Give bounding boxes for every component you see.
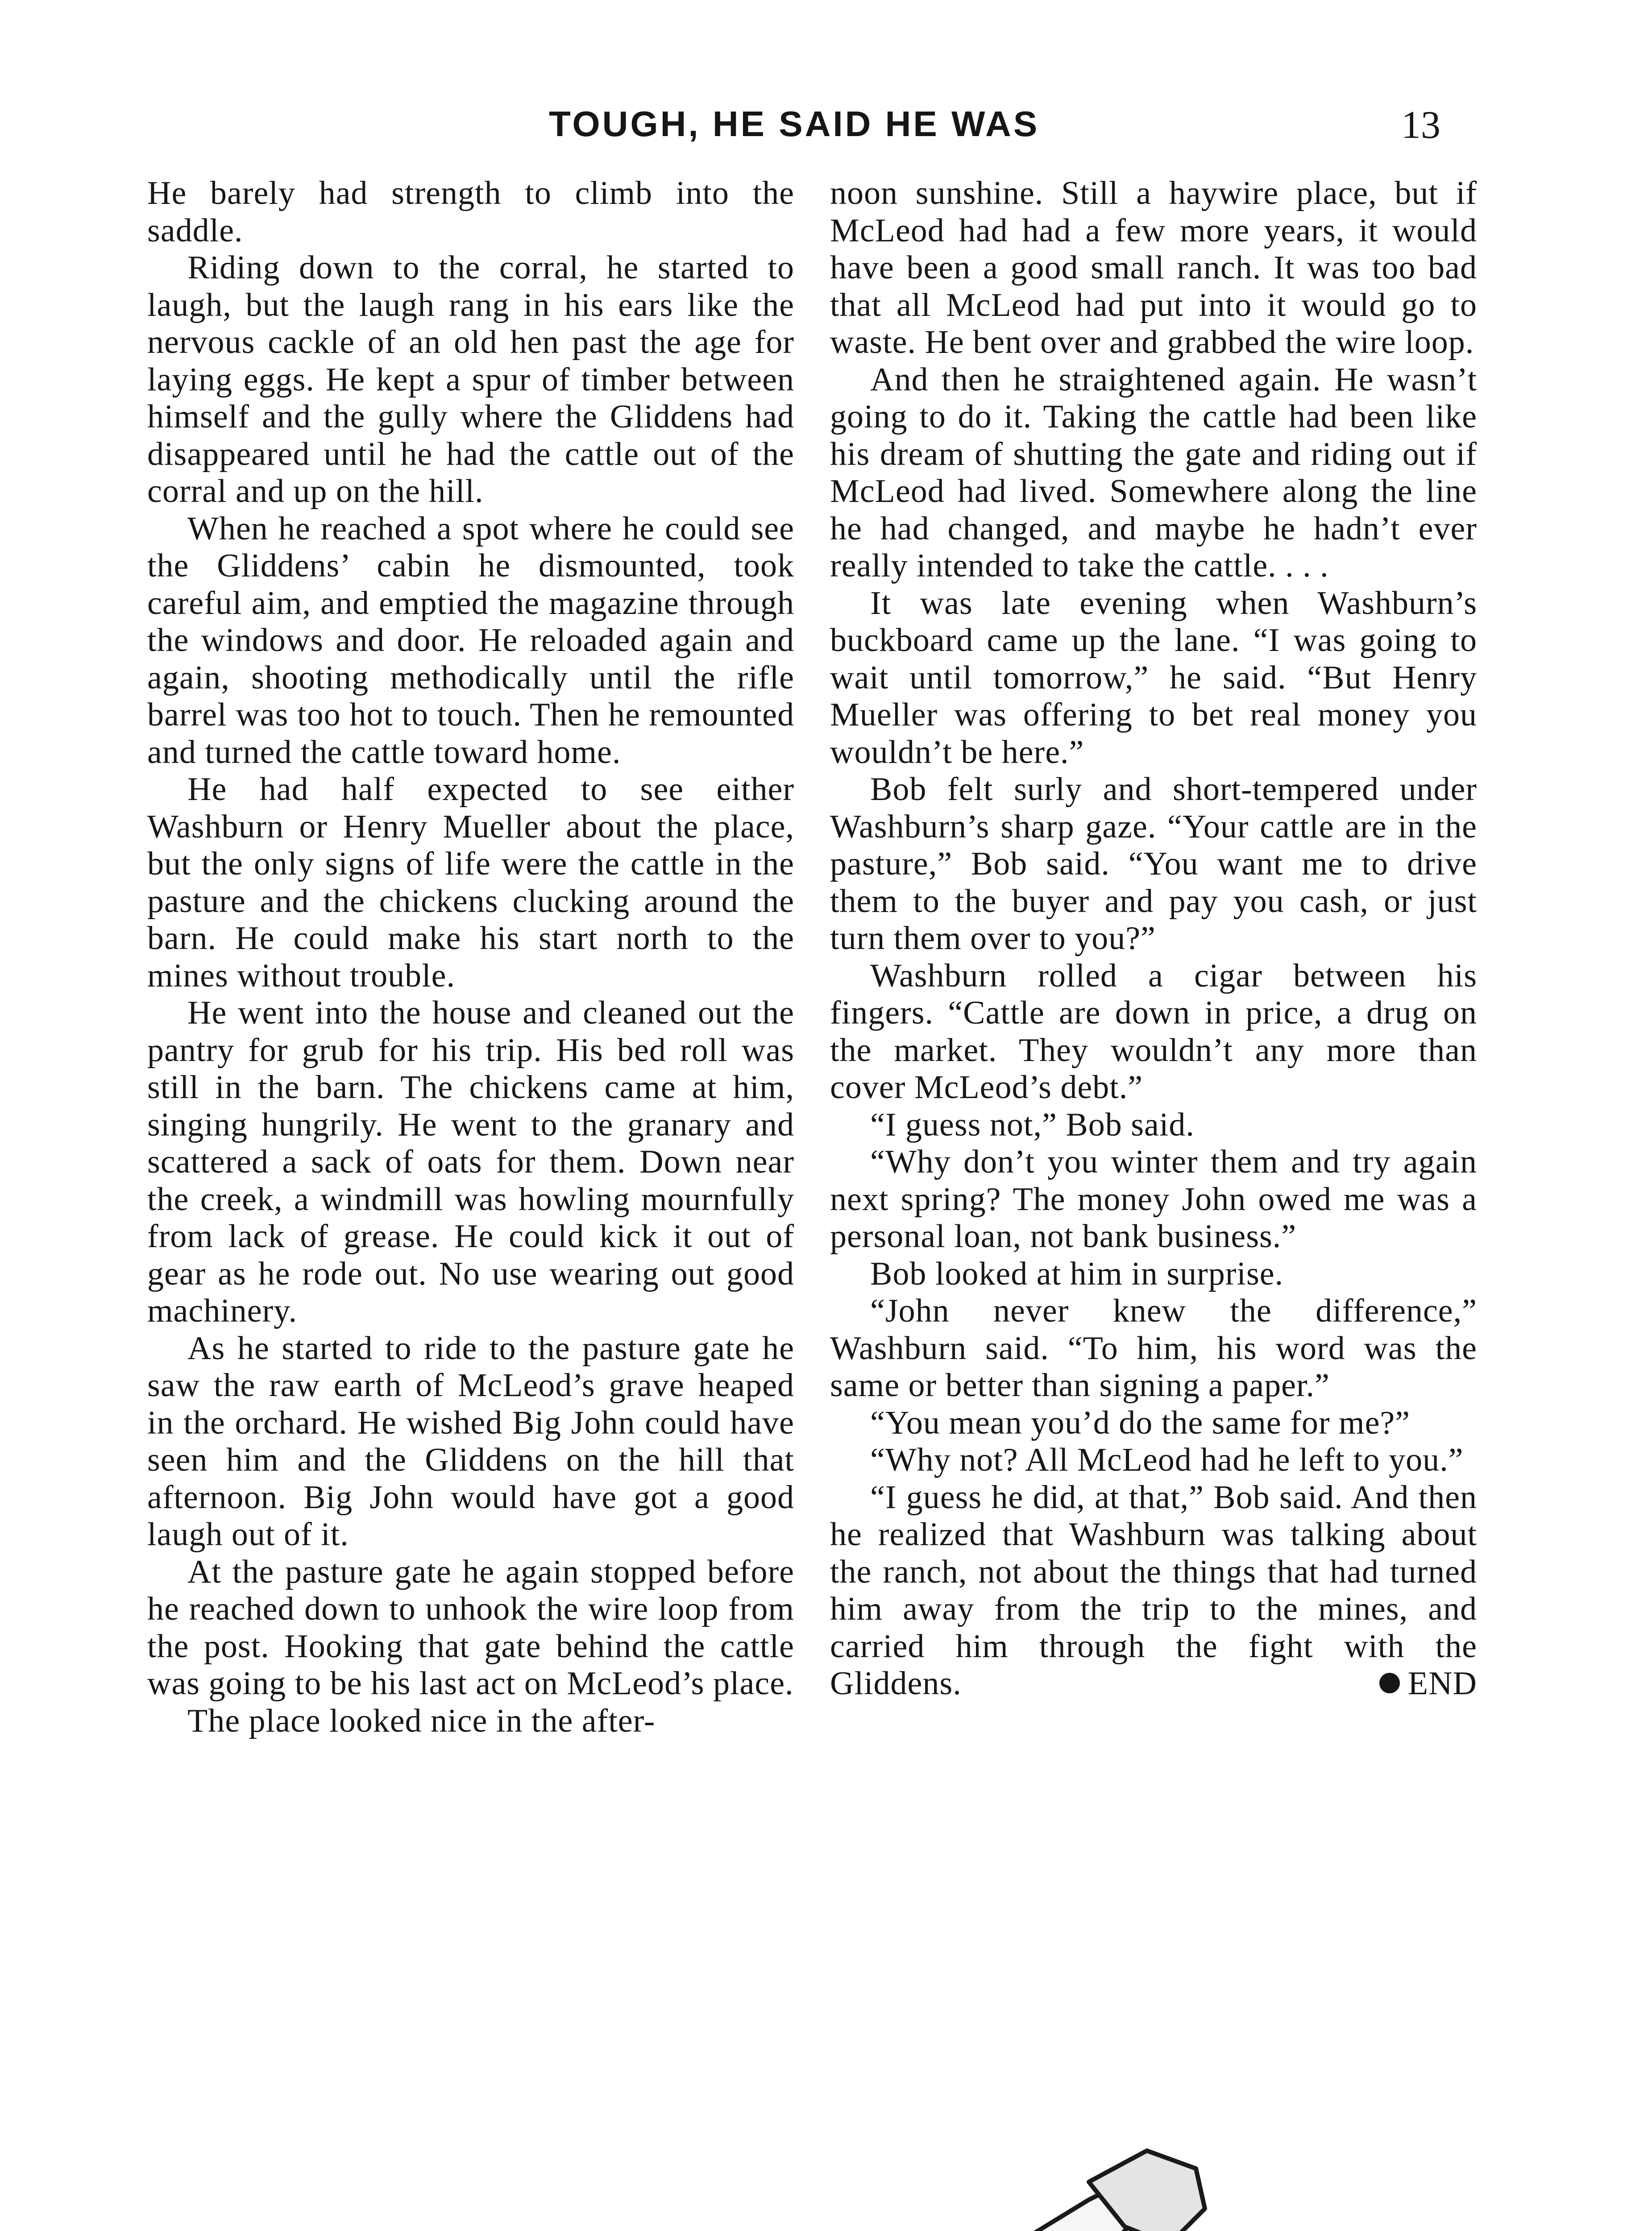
paragraph: When he reached a spot where he could see the Gliddens’ cabin he dismounted, took careful aim, and emptied the magazine through the windows and door. He reloaded again and again, shooting methodically until the rifle barrel was too hot to touch. Then he remounted and turned the cattle toward home. bbox=[147, 510, 794, 771]
paragraph: “You mean you’d do the same for me?” bbox=[870, 1404, 1411, 1441]
paragraph: It was late evening when Washburn’s buckboard came up the lane. “I was going to wait until tomorrow,” he said. “But Henry Mueller was offering to bet real money you wouldn’t be here.” bbox=[830, 585, 1477, 771]
paragraph-final bbox=[830, 1479, 1477, 1703]
paragraph: He went into the house and cleaned out the pantry for grub for his trip. His bed roll was still in the barn. The chickens came at him, singing hungrily. He went to the granary and scattered a sack of oats for them. Down near the creek, a windmill was howling mournfully from lack of grease. He could kick it out of gear as he rode out. No use wearing out good machinery. bbox=[147, 995, 794, 1329]
page-header bbox=[0, 0, 1652, 178]
paragraph: “John never knew the difference,” Washburn said. “To him, his word was the same or better than signing a paper.” bbox=[830, 1293, 1477, 1404]
paragraph: He had half expected to see either Washburn or Henry Mueller about the place, but the only signs of life were the cattle in the pasture and the chickens clucking around the barn. He could make his start north to the mines without trouble. bbox=[147, 771, 794, 994]
running-title: TOUGH, HE SAID HE WAS bbox=[549, 104, 1040, 144]
paragraph: “Why not? All McLeod had he left to you.” bbox=[870, 1442, 1464, 1478]
paragraph: “Why don’t you winter them and try again next spring? The money John owed me was a personal loan, not bank business.” bbox=[830, 1144, 1477, 1255]
end-bullet-icon bbox=[1379, 1673, 1400, 1693]
paragraph: At the pasture gate he again stopped before he reached down to unhook the wire loop from the post. Hooking that gate behind the cattle was going to be his last act on McLeod’s place. bbox=[147, 1553, 794, 1702]
paragraph: He barely had strength to climb into the saddle. bbox=[147, 175, 794, 249]
paragraph: As he started to ride to the pasture gate he saw the raw earth of McLeod’s grave heaped in the orchard. He wished Big John could have seen him and the Gliddens on the hill that afternoon. Big John would have got a good laugh out of it. bbox=[147, 1330, 794, 1553]
paragraph: Bob looked at him in surprise. bbox=[870, 1255, 1284, 1292]
end-mark bbox=[1339, 1665, 1477, 1703]
end-label: END bbox=[1407, 1665, 1477, 1702]
paragraph: And then he straightened again. He wasn’t going to do it. Taking the cattle had been like his dream of shutting the gate and riding out if McLeod had lived. Somewhere along the line he had changed, and maybe he hadn’t ever really intended to take the cattle. . . . bbox=[830, 361, 1477, 584]
paragraph: noon sunshine. Still a haywire place, but if McLeod had had a few more years, it would have been a good small ranch. It was too bad that all McLeod had put into it would go to waste. He bent over and grabbed the wire loop. bbox=[830, 175, 1477, 361]
right-column bbox=[830, 175, 1477, 2120]
paragraph: The place looked nice in the after- bbox=[187, 1702, 656, 1739]
rifle-and-saddle-scabbard-icon bbox=[250, 2115, 1366, 2231]
paragraph: Washburn rolled a cigar between his fingers. “Cattle are down in price, a drug on the market. They wouldn’t any more than cover McLeod’s debt.” bbox=[830, 957, 1477, 1106]
paragraph: Riding down to the corral, he started to laugh, but the laugh rang in his ears like the nervous cackle of an old hen past the age for laying eggs. He kept a spur of timber between himself and the gully where the Gliddens had disappeared until he had the cattle out of the corral and up on the hill. bbox=[147, 249, 794, 510]
paragraph: “I guess not,” Bob said. bbox=[870, 1106, 1195, 1143]
paragraph-final-text: “I guess he did, at that,” Bob said. And then he realized that Washburn was talking about the ranch, not about the things that had turned him away from the trip to the mines, and carried him through the fight with the Gliddens. bbox=[830, 1479, 1477, 1702]
page-number: 13 bbox=[1401, 104, 1440, 147]
left-column bbox=[147, 175, 794, 2120]
paragraph: Bob felt surly and short-tempered under Washburn’s sharp gaze. “Your cattle are in the pasture,” Bob said. “You want me to drive them to the buyer and pay you cash, or just turn them over to you?” bbox=[830, 771, 1477, 957]
